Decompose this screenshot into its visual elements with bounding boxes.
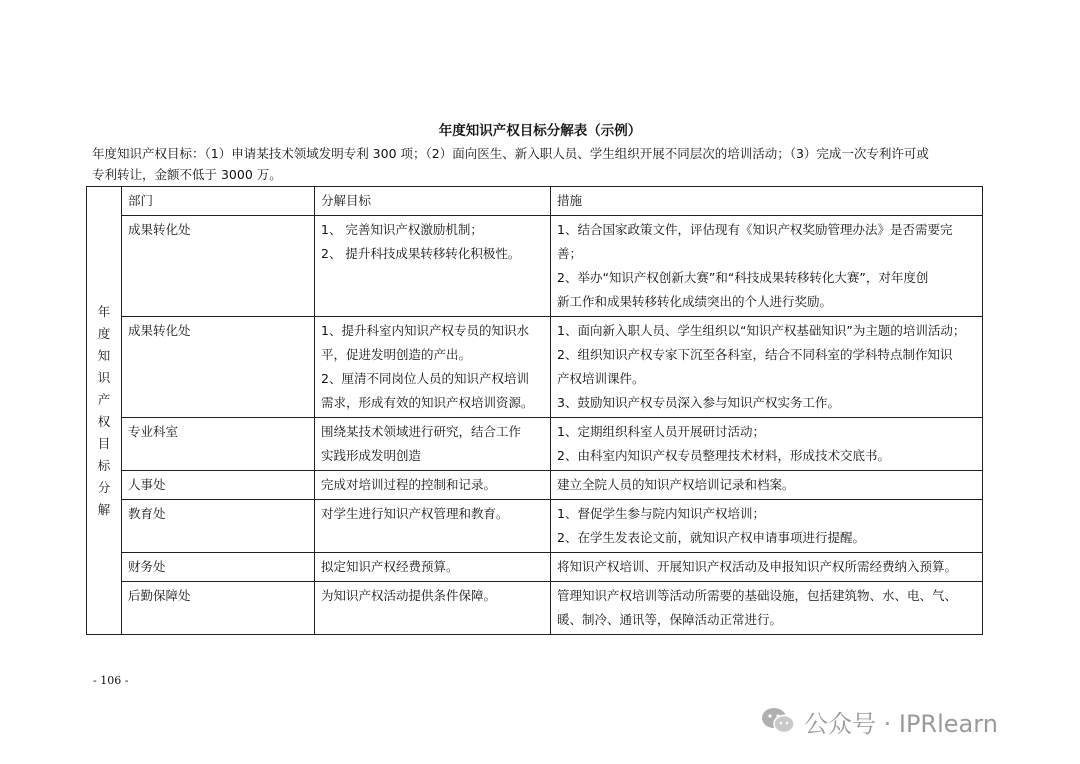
measure-line: 管理知识产权培训等活动所需要的基础设施，包括建筑物、水、电、气、 bbox=[557, 588, 958, 603]
intro-line-2: 专利转让，金额不低于 3000 万。 bbox=[92, 167, 282, 182]
measure-cell bbox=[551, 553, 983, 582]
measure-cell bbox=[551, 317, 983, 418]
side-label-char: 知 bbox=[97, 347, 111, 363]
side-label-cell bbox=[87, 187, 122, 635]
dept-cell: 教育处 bbox=[122, 500, 315, 553]
dept-cell: 成果转化处 bbox=[122, 216, 315, 317]
intro-line-1: 年度知识产权目标：（1）申请某技术领域发明专利 300 项；（2）面向医生、新入职人员、学生组织开展不同层次的培训活动；（3）完成一次专利许可或 bbox=[92, 146, 929, 161]
measure-line: 暖、制冷、通讯等，保障活动正常进行。 bbox=[557, 612, 783, 627]
measure-cell bbox=[551, 471, 983, 500]
goal-cell bbox=[315, 553, 551, 582]
goal-cell bbox=[315, 582, 551, 635]
measure-line: 1、督促学生参与院内知识产权培训； bbox=[557, 506, 765, 521]
measure-line: 1、定期组织科室人员开展研讨活动； bbox=[557, 424, 765, 439]
goal-line: 2、 提升科技成果转移转化积极性。 bbox=[321, 246, 521, 261]
table-row bbox=[87, 582, 983, 635]
side-label-char: 标 bbox=[97, 457, 111, 473]
measure-line: 1、面向新入职人员、学生组织以“知识产权基础知识”为主题的培训活动； bbox=[557, 323, 966, 338]
side-label-char: 分 bbox=[97, 479, 111, 495]
measure-line: 新工作和成果转移转化成绩突出的个人进行奖励。 bbox=[557, 294, 833, 309]
side-label-char: 产 bbox=[97, 391, 111, 407]
table-row bbox=[87, 216, 983, 317]
side-label-char: 目 bbox=[97, 435, 111, 451]
wechat-icon bbox=[760, 706, 796, 736]
header-measure: 措施 bbox=[551, 187, 983, 216]
intro-paragraph bbox=[92, 143, 992, 185]
goal-line: 拟定知识产权经费预算。 bbox=[321, 559, 459, 574]
side-label-char: 解 bbox=[97, 501, 111, 517]
goal-breakdown-table bbox=[86, 186, 983, 635]
watermark-text: 公众号 · IPRlearn bbox=[804, 709, 998, 738]
measure-cell bbox=[551, 500, 983, 553]
measure-line: 2、举办“知识产权创新大赛”和“科技成果转移转化大赛”，对年度创 bbox=[557, 270, 929, 285]
dept-cell: 成果转化处 bbox=[122, 317, 315, 418]
goal-cell bbox=[315, 216, 551, 317]
dept-cell: 人事处 bbox=[122, 471, 315, 500]
table-header-row bbox=[87, 187, 983, 216]
goal-line: 平，促进发明创造的产出。 bbox=[321, 347, 472, 362]
goal-line: 1、 完善知识产权激励机制； bbox=[321, 222, 483, 237]
side-label-char: 识 bbox=[97, 369, 111, 385]
side-label bbox=[87, 301, 121, 521]
side-label-char: 权 bbox=[97, 413, 111, 429]
page-number: - 106 - bbox=[93, 674, 129, 687]
measure-line: 1、结合国家政策文件，评估现有《知识产权奖励管理办法》是否需要完 bbox=[557, 222, 953, 237]
goal-line: 围绕某技术领域进行研究，结合工作 bbox=[321, 424, 522, 439]
goal-line: 1、提升科室内知识产权专员的知识水 bbox=[321, 323, 529, 338]
measure-line: 将知识产权培训、开展知识产权活动及申报知识产权所需经费纳入预算。 bbox=[557, 559, 958, 574]
measure-line: 3、鼓励知识产权专员深入参与知识产权实务工作。 bbox=[557, 395, 840, 410]
table-row bbox=[87, 317, 983, 418]
goal-line: 实践形成发明创造 bbox=[321, 448, 422, 463]
measure-cell bbox=[551, 216, 983, 317]
table-title: 年度知识产权目标分解表（示例） bbox=[438, 123, 642, 139]
goal-cell bbox=[315, 500, 551, 553]
goal-line: 为知识产权活动提供条件保障。 bbox=[321, 588, 497, 603]
goal-cell bbox=[315, 317, 551, 418]
measure-line: 建立全院人员的知识产权培训记录和档案。 bbox=[557, 477, 795, 492]
measure-line: 2、在学生发表论文前，就知识产权申请事项进行提醒。 bbox=[557, 530, 865, 545]
table-row bbox=[87, 500, 983, 553]
header-goal: 分解目标 bbox=[315, 187, 551, 216]
measure-line: 2、由科室内知识产权专员整理技术材料，形成技术交底书。 bbox=[557, 448, 890, 463]
table-row bbox=[87, 471, 983, 500]
goal-cell bbox=[315, 418, 551, 471]
side-label-char: 度 bbox=[97, 325, 111, 341]
goal-line: 对学生进行知识产权管理和教育。 bbox=[321, 506, 509, 521]
table-row bbox=[87, 418, 983, 471]
goal-line: 需求，形成有效的知识产权培训资源。 bbox=[321, 395, 534, 410]
table-row bbox=[87, 553, 983, 582]
measure-line: 善； bbox=[557, 246, 583, 261]
measure-cell bbox=[551, 582, 983, 635]
header-dept: 部门 bbox=[122, 187, 315, 216]
measure-line: 2、组织知识产权专家下沉至各科室，结合不同科室的学科特点制作知识 bbox=[557, 347, 953, 362]
dept-cell: 财务处 bbox=[122, 553, 315, 582]
goal-line: 2、厘清不同岗位人员的知识产权培训 bbox=[321, 371, 529, 386]
dept-cell: 后勤保障处 bbox=[122, 582, 315, 635]
side-label-char: 年 bbox=[97, 303, 111, 319]
goal-cell bbox=[315, 471, 551, 500]
dept-cell: 专业科室 bbox=[122, 418, 315, 471]
watermark bbox=[760, 703, 998, 739]
measure-cell bbox=[551, 418, 983, 471]
goal-line: 完成对培训过程的控制和记录。 bbox=[321, 477, 497, 492]
measure-line: 产权培训课件。 bbox=[557, 371, 645, 386]
